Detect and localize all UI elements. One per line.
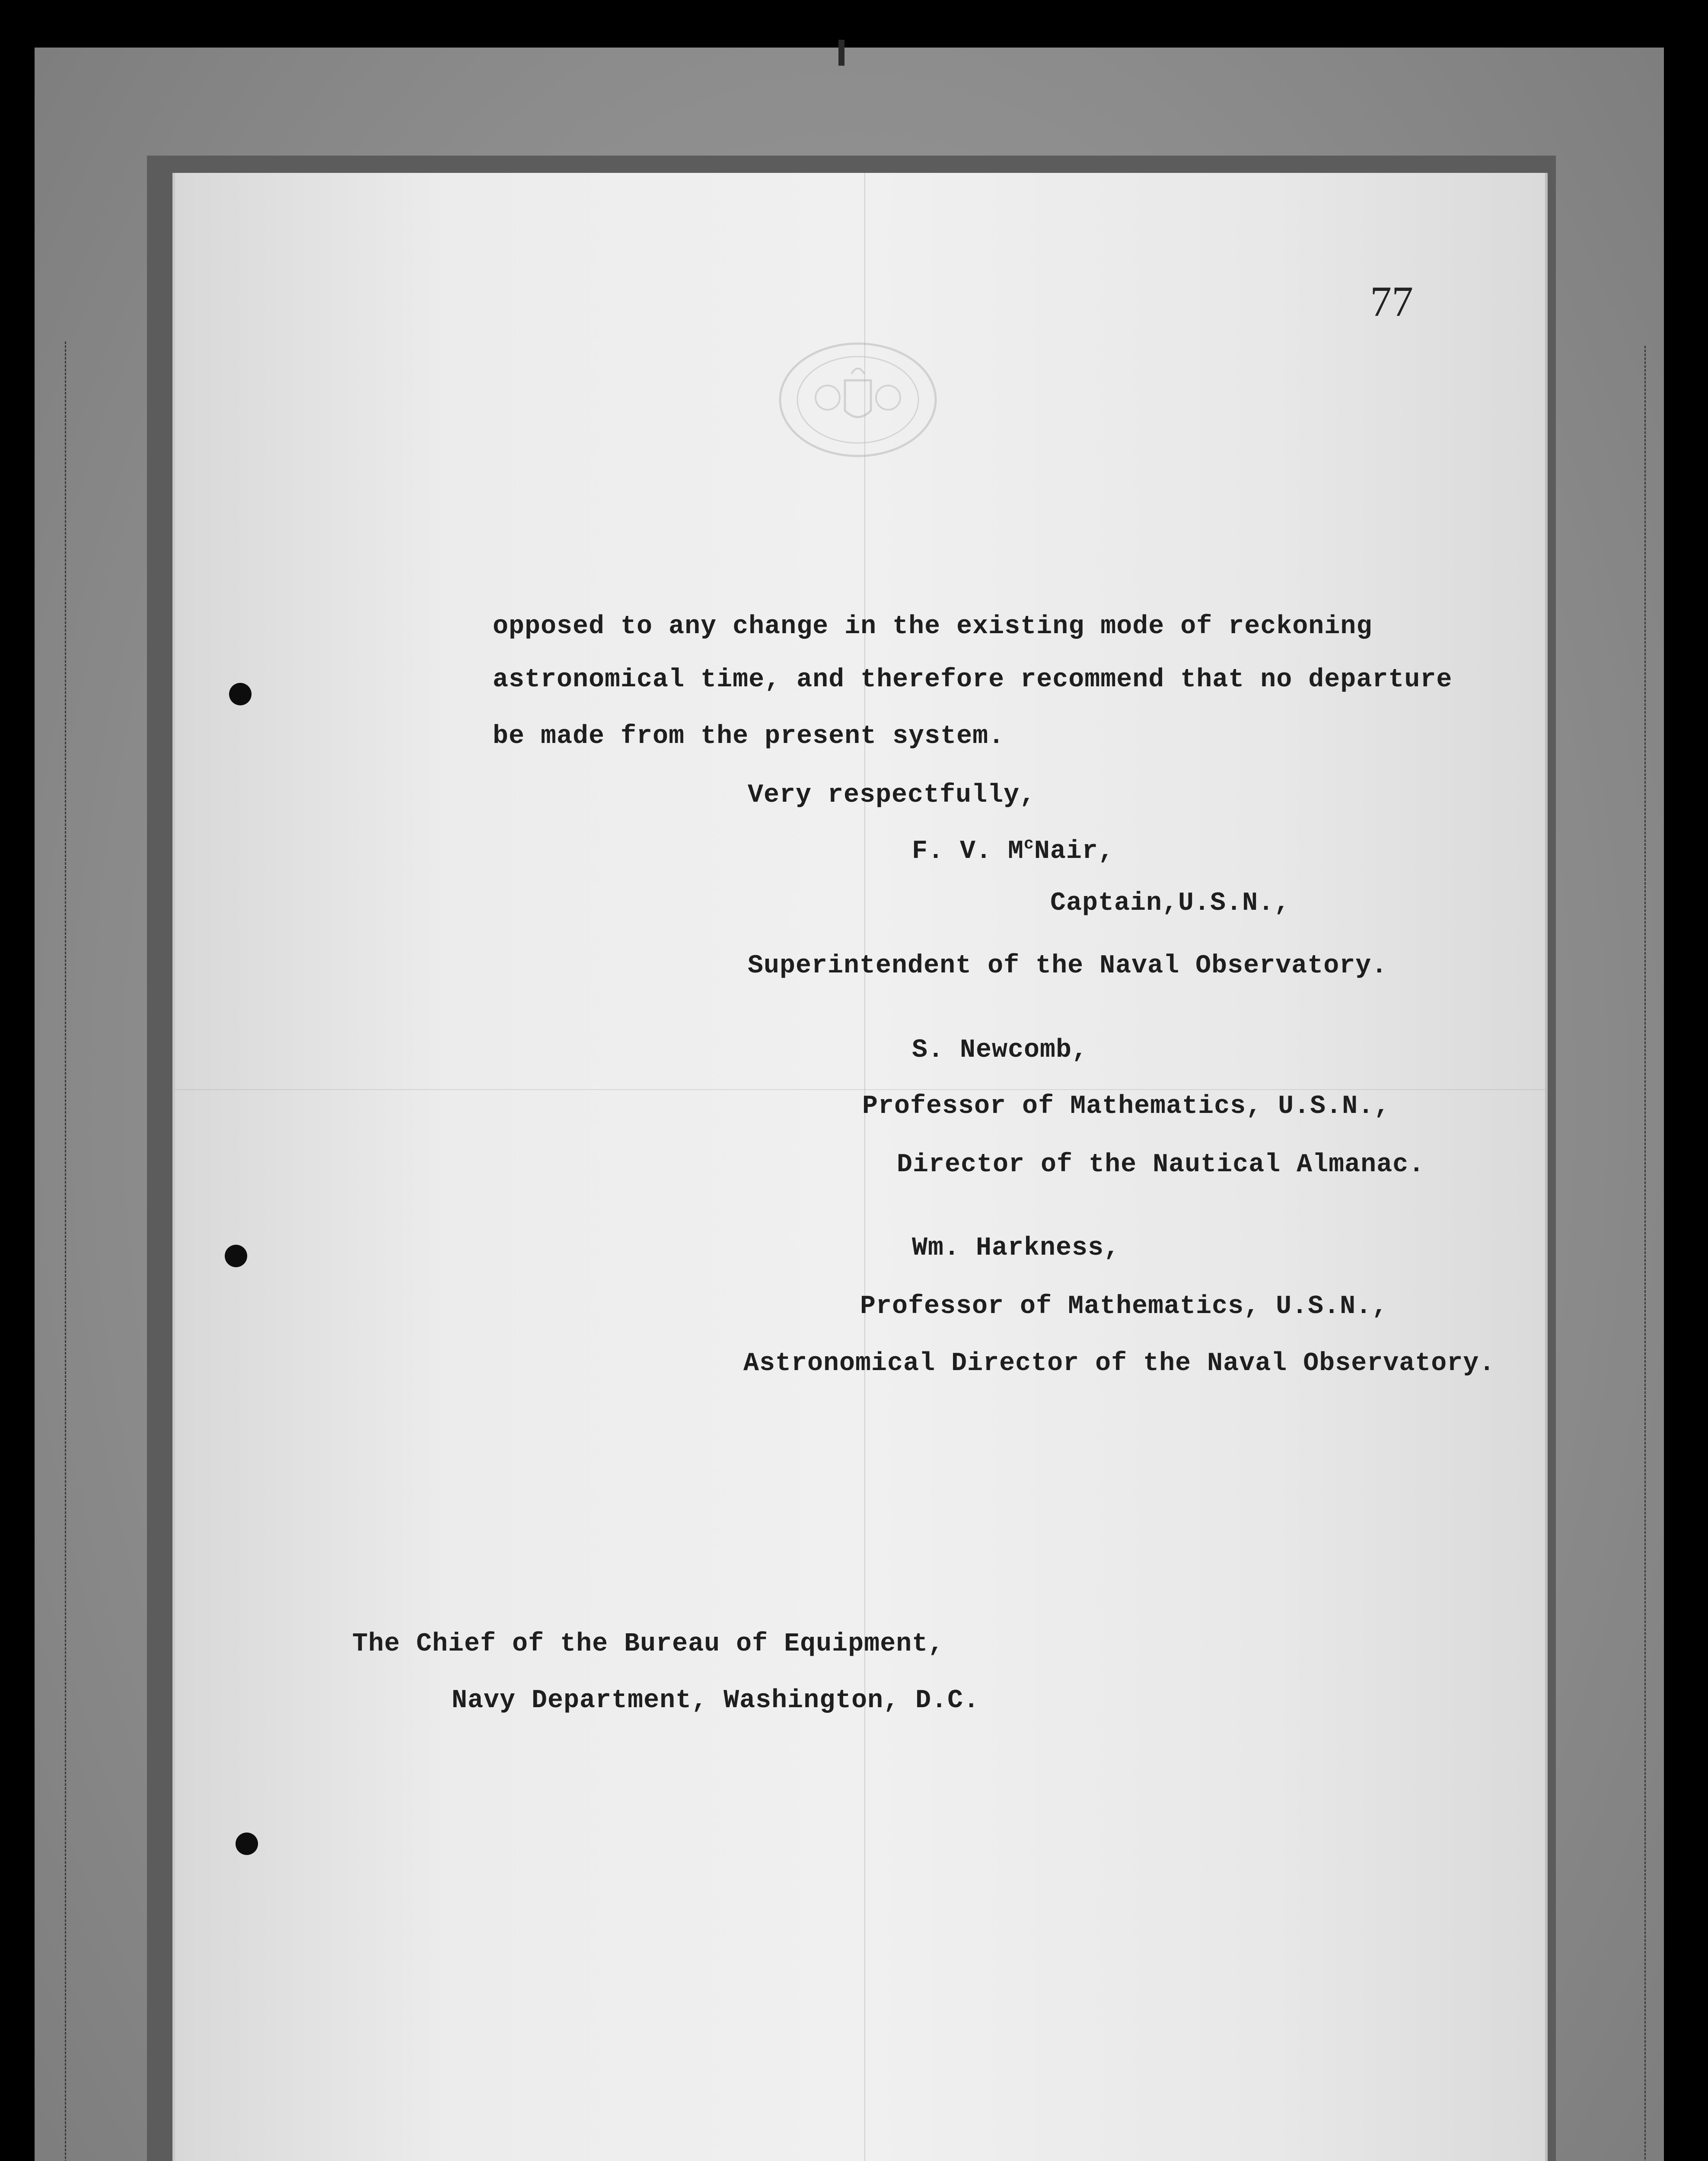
signatory-2-name: S. Newcomb, — [912, 1036, 1088, 1065]
body-line-1: opposed to any change in the existing mode of reckoning — [493, 612, 1373, 641]
addressee-line-2: Navy Department, Washington, D.C. — [452, 1686, 980, 1715]
body-line-2: astronomical time, and therefore recommend that no departure — [493, 665, 1453, 695]
closing-salutation: Very respectfully, — [748, 781, 1036, 810]
vertical-fold-line — [864, 173, 865, 2161]
addressee-line-1: The Chief of the Bureau of Equipment, — [352, 1629, 944, 1659]
signatory-3-name: Wm. Harkness, — [912, 1233, 1120, 1263]
page-number: 77 — [1370, 277, 1413, 325]
embossed-seal-icon — [771, 337, 944, 462]
right-frame-rule — [1644, 346, 1646, 2161]
frame-registration-mark — [838, 40, 844, 66]
signatory-1-title-2: Superintendent of the Naval Observatory. — [748, 951, 1388, 981]
signatory-1-name: F. V. $M^cNair$, — [912, 835, 1114, 866]
signatory-3-title-1: Professor of Mathematics, U.S.N., — [860, 1292, 1388, 1321]
left-frame-rule — [65, 341, 66, 2161]
signatory-1-title-1: Captain,U.S.N., — [1050, 889, 1291, 918]
punch-hole — [236, 1833, 258, 1855]
punch-hole — [225, 1245, 247, 1267]
signatory-2-title-2: Director of the Nautical Almanac. — [897, 1150, 1425, 1179]
signatory-2-title-1: Professor of Mathematics, U.S.N., — [862, 1092, 1390, 1121]
signatory-3-title-2: Astronomical Director of the Naval Observatory. — [743, 1349, 1495, 1378]
punch-hole — [229, 683, 252, 705]
body-line-3: be made from the present system. — [493, 722, 1005, 751]
horizontal-fold-line — [175, 1089, 1545, 1090]
